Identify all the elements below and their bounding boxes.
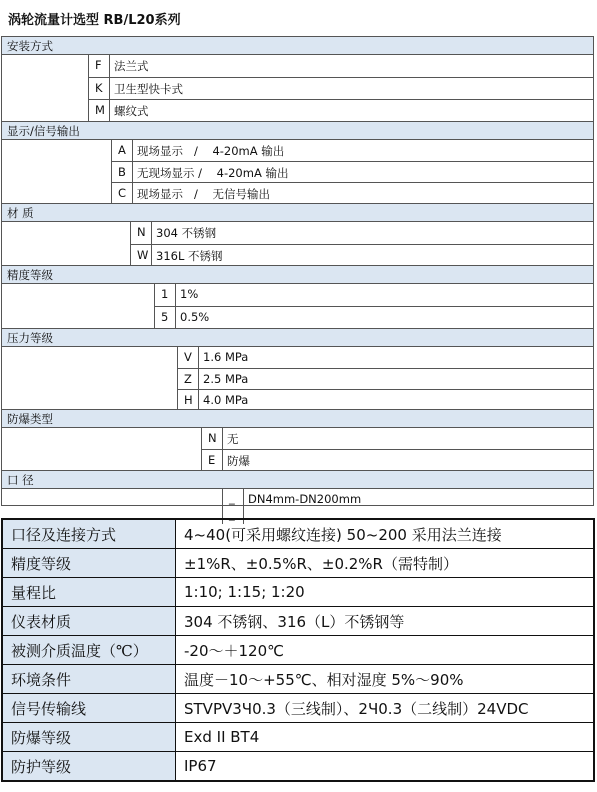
page-title: 涡轮流量计选型 RB/L20系列 xyxy=(8,13,181,28)
param-row xyxy=(2,636,594,665)
section-label: 压力等级 xyxy=(7,331,53,345)
parameter-table xyxy=(1,518,595,782)
option-row xyxy=(177,347,593,368)
option-text: 螺纹式 xyxy=(114,104,149,118)
option-code: M xyxy=(95,103,105,117)
param-row xyxy=(2,607,594,636)
param-key: 防爆等级 xyxy=(2,723,176,752)
option-row xyxy=(88,99,593,122)
option-row xyxy=(111,182,593,204)
option-row xyxy=(154,284,593,306)
option-code: W xyxy=(137,248,149,262)
option-text: 卫生型快卡式 xyxy=(114,82,183,96)
option-divider xyxy=(132,162,133,182)
option-divider xyxy=(198,369,199,389)
option-row xyxy=(201,449,593,471)
option-code: N xyxy=(137,225,146,239)
section-label: 材 质 xyxy=(7,206,34,220)
option-code: H xyxy=(184,393,193,407)
param-key: 口径及连接方式 xyxy=(2,519,176,549)
option-text: DN4mm-DN200mm xyxy=(248,492,362,506)
option-code: E xyxy=(208,453,216,467)
option-text: 2.5 MPa xyxy=(203,372,249,386)
option-code: K xyxy=(95,81,103,95)
param-value: 304 不锈钢、316（L）不锈钢等 xyxy=(176,607,595,636)
section-label: 安装方式 xyxy=(7,39,53,53)
section-header xyxy=(2,37,593,55)
option-divider xyxy=(109,78,110,99)
param-key: 防护等级 xyxy=(2,752,176,782)
option-text: 4.0 MPa xyxy=(203,393,249,407)
option-divider xyxy=(198,347,199,368)
option-row xyxy=(111,140,593,161)
option-divider xyxy=(151,245,152,266)
option-divider xyxy=(132,140,133,161)
section-options xyxy=(2,222,593,266)
option-row xyxy=(130,244,593,266)
param-value: ±1%R、±0.5%R、±0.2%R（需特制） xyxy=(176,549,595,578)
option-divider xyxy=(222,450,223,471)
option-text: 304 不锈钢 xyxy=(156,226,217,240)
option-text: 无现场显示 / 4-20mA 输出 xyxy=(137,166,289,180)
option-text: 0.5% xyxy=(180,310,210,324)
option-code: 1 xyxy=(161,287,169,301)
option-row xyxy=(130,222,593,244)
selection-table xyxy=(1,36,594,521)
param-row xyxy=(2,519,594,549)
param-row xyxy=(2,665,594,694)
section-options xyxy=(2,428,593,471)
section-header xyxy=(2,266,593,284)
option-code: F xyxy=(95,58,102,72)
param-key: 仪表材质 xyxy=(2,607,176,636)
section-options xyxy=(2,284,593,329)
section-header xyxy=(2,471,593,489)
section-label: 精度等级 xyxy=(7,268,53,282)
option-text: 法兰式 xyxy=(114,59,149,73)
option-row xyxy=(177,368,593,389)
section-options xyxy=(2,140,593,204)
param-key: 环境条件 xyxy=(2,665,176,694)
param-key: 被测介质温度（℃） xyxy=(2,636,176,665)
param-value: -20～＋120℃ xyxy=(176,636,595,665)
option-divider xyxy=(175,284,176,306)
param-value: 4~40(可采用螺纹连接) 50~200 采用法兰连接 xyxy=(176,519,595,549)
section-header xyxy=(2,204,593,222)
option-text: 现场显示 / 4-20mA 输出 xyxy=(137,144,285,158)
option-divider xyxy=(132,183,133,204)
option-divider xyxy=(222,428,223,449)
section-label: 口 径 xyxy=(7,473,34,487)
section-header xyxy=(2,410,593,428)
option-code: C xyxy=(118,186,127,200)
param-row xyxy=(2,578,594,607)
option-code: _ _ xyxy=(229,491,235,521)
option-row xyxy=(177,389,593,410)
option-divider xyxy=(109,55,110,77)
section-header xyxy=(2,122,593,140)
option-row xyxy=(201,428,593,449)
param-key: 精度等级 xyxy=(2,549,176,578)
param-row xyxy=(2,723,594,752)
section-options xyxy=(2,347,593,410)
section-label: 防爆类型 xyxy=(7,412,53,426)
section-label: 显示/信号输出 xyxy=(7,124,80,138)
param-value: IP67 xyxy=(176,752,595,782)
option-text: 无 xyxy=(227,432,239,446)
option-code: Z xyxy=(184,372,192,386)
option-text: 1% xyxy=(180,287,199,301)
option-divider xyxy=(109,100,110,122)
option-row xyxy=(88,77,593,99)
param-key: 信号传输线 xyxy=(2,694,176,723)
option-row xyxy=(88,55,593,77)
option-row xyxy=(111,161,593,182)
option-row xyxy=(154,306,593,329)
param-key: 量程比 xyxy=(2,578,176,607)
option-text: 1.6 MPa xyxy=(203,350,249,364)
option-text: 防爆 xyxy=(227,454,250,468)
param-value: 1:10; 1:15; 1:20 xyxy=(176,578,595,607)
param-row xyxy=(2,752,594,782)
option-divider xyxy=(198,390,199,410)
param-value: 温度－10～+55℃、相对湿度 5%～90% xyxy=(176,665,595,694)
param-value: Exd II BT4 xyxy=(176,723,595,752)
option-code: N xyxy=(208,431,217,445)
option-divider xyxy=(175,307,176,329)
option-divider xyxy=(151,222,152,244)
option-code: V xyxy=(184,350,192,364)
section-options xyxy=(2,55,593,122)
option-code: A xyxy=(118,143,126,157)
param-value: STVPV3Ч0.3（三线制）、2Ч0.3（二线制）24VDC xyxy=(176,694,595,723)
param-row xyxy=(2,694,594,723)
option-code: 5 xyxy=(161,310,169,324)
option-text: 316L 不锈钢 xyxy=(156,249,223,263)
param-row xyxy=(2,549,594,578)
option-text: 现场显示 / 无信号输出 xyxy=(137,187,270,201)
option-code: B xyxy=(118,165,126,179)
section-header xyxy=(2,329,593,347)
